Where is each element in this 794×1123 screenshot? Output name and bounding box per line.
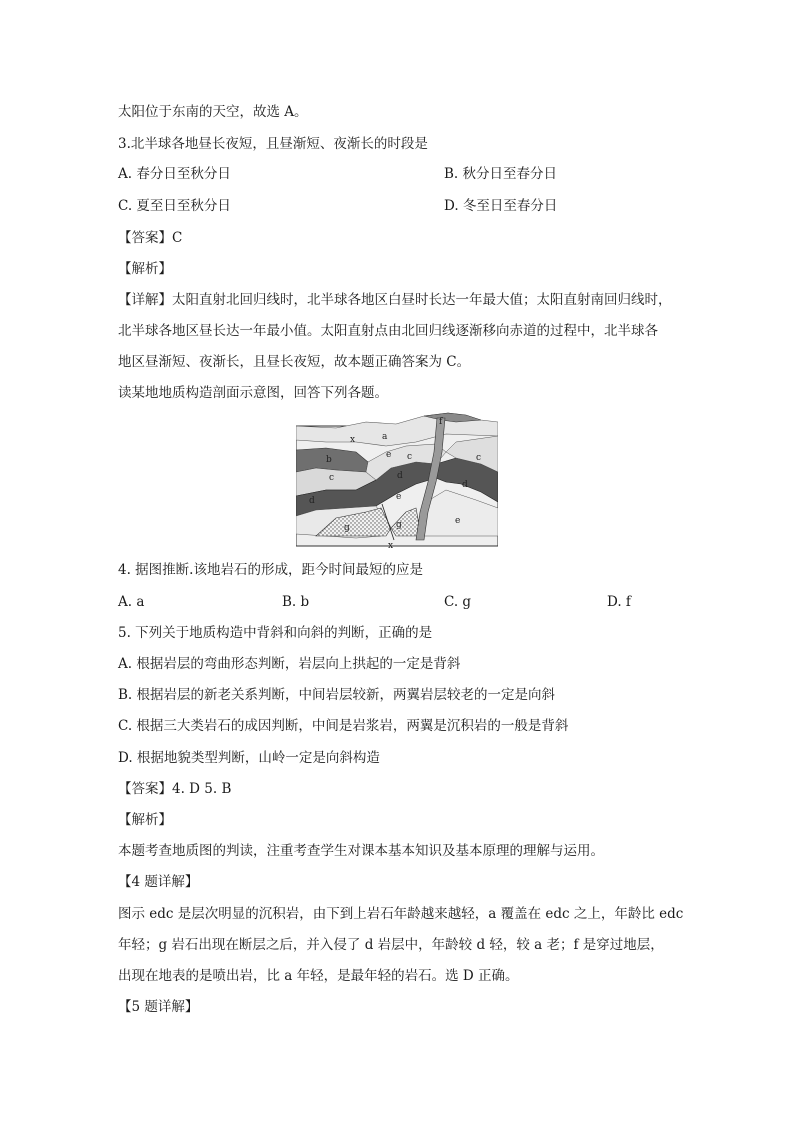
label-c-right: c [476,453,482,463]
label-f: f [439,417,443,427]
option-4d: D. f [607,594,631,610]
answer-4-5: 【答案】4. D 5. B [118,781,232,797]
label-d-right: d [462,480,468,490]
analysis-heading-3: 【解析】 [118,261,172,277]
detail-4-line2: 年轻；g 岩石出现在断层之后，并入侵了 d 岩层中，年龄较 d 轻，较 a 老；f 是穿过地层， [118,937,664,953]
label-x-top: x [350,435,356,445]
detail-3-line2: 北半球各地区昼长达一年最小值。太阳直射点由北回归线逐渐移向赤道的过程中，北半球各 [118,323,658,339]
question-5: 5. 下列关于地质构造中背斜和向斜的判断，正确的是 [118,625,433,641]
question-4: 4. 据图推断.该地岩石的形成，距今时间最短的应是 [118,562,423,578]
text-line: 太阳位于东南的天空，故选 A。 [118,104,308,120]
detail-3-line3: 地区昼渐短、夜渐长，且昼长夜短，故本题正确答案为 C。 [118,354,471,370]
option-5b: B. 根据岩层的新老关系判断，中间岩层较新，两翼岩层较老的一定是向斜 [118,687,556,703]
label-a: a [382,432,388,442]
option-4a: A. a [118,594,145,610]
detail-4-heading: 【4 题详解】 [118,874,199,890]
answer-3: 【答案】C [118,230,183,246]
label-d-mid: d [397,471,403,481]
option-5d: D. 根据地貌类型判断，山岭一定是向斜构造 [118,750,380,766]
detail-3-line1: 【详解】太阳直射北回归线时，北半球各地区白昼时长达一年最大值；太阳直射南回归线时， [118,292,672,308]
question-3: 3.北半球各地昼长夜短，且昼渐短、夜渐长的时段是 [118,136,428,152]
label-b: b [326,455,332,465]
analysis-paragraph: 本题考查地质图的判读，注重考查学生对课本基本知识及基本原理的理解与运用。 [118,843,604,859]
label-c-mid: c [407,452,413,462]
option-4b: B. b [282,594,310,610]
geologic-cross-section-diagram [296,412,498,550]
option-4c: C. g [444,594,472,610]
label-c-left: c [329,473,335,483]
analysis-heading-4-5: 【解析】 [118,812,172,828]
option-3c: C. 夏至日至秋分日 [118,198,231,214]
label-x-bottom: x [388,541,394,550]
option-3d: D. 冬至日至春分日 [444,198,558,214]
detail-4-line1: 图示 edc 是层次明显的沉积岩，由下到上岩石年龄越来越轻，a 覆盖在 edc 之上，年龄比 edc [118,906,684,922]
detail-4-line3: 出现在地表的是喷出岩，比 a 年轻，是最年轻的岩石。选 D 正确。 [118,968,519,984]
figure-intro: 读某地地质构造剖面示意图，回答下列各题。 [118,385,388,401]
label-g-mid: g [396,520,402,530]
label-e-top: e [386,450,392,460]
option-5c: C. 根据三大类岩石的成因判断，中间是岩浆岩，两翼是沉积岩的一般是背斜 [118,718,569,734]
label-d-left: d [309,496,315,506]
detail-5-heading: 【5 题详解】 [118,999,199,1015]
geologic-cross-section-figure [296,412,498,550]
option-5a: A. 根据岩层的弯曲形态判断，岩层向上拱起的一定是背斜 [118,656,461,672]
label-e-bottom: e [455,516,461,526]
label-e-mid: e [396,492,402,502]
option-3b: B. 秋分日至春分日 [444,166,558,182]
label-g-left: g [344,523,350,533]
option-3a: A. 春分日至秋分日 [118,166,231,182]
